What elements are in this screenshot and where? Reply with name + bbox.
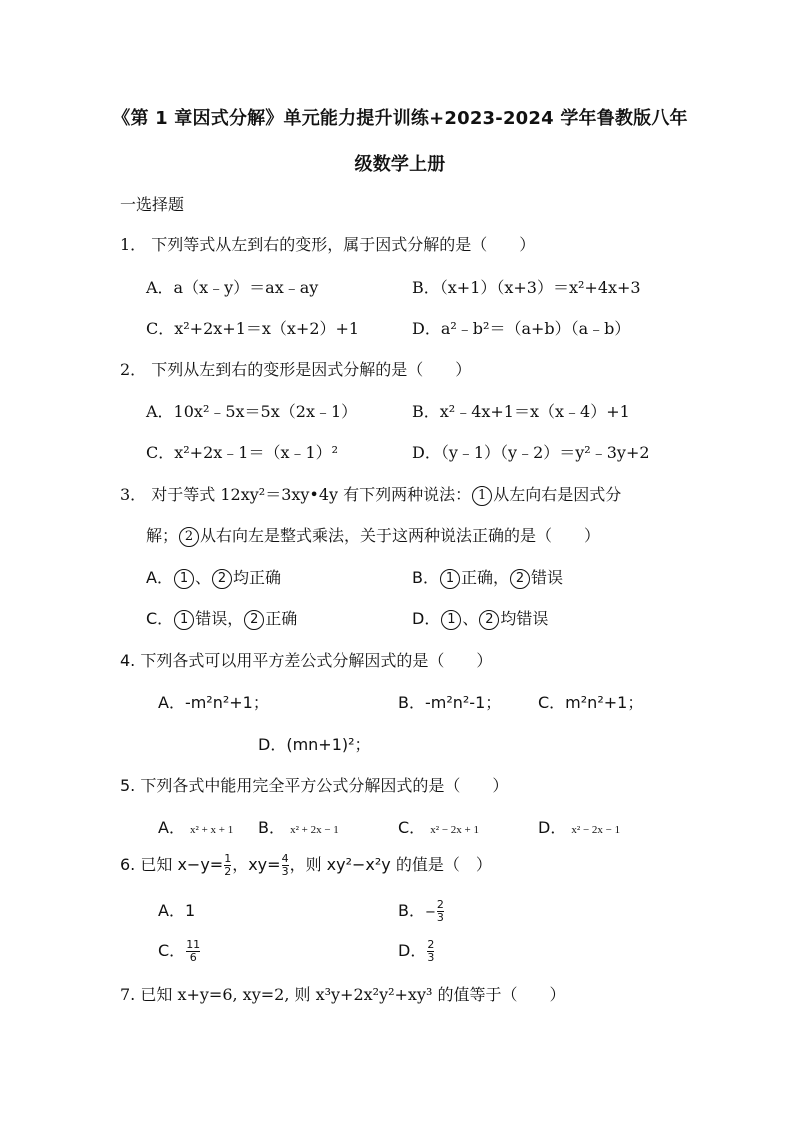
circled-number-2: 2 [510,569,530,589]
fraction [282,853,289,878]
option-separator: 、 [194,568,211,587]
minus-sign: − [424,905,436,920]
option-text: 正确 [265,609,298,628]
fraction-denominator: 6 [189,951,197,964]
option-label: B． [398,901,425,920]
option-label: B． [412,568,439,587]
fraction-numerator: 1 [224,852,232,865]
question-3-stem-line1 [120,482,621,506]
option-label: C． [398,818,426,837]
circled-number-2: 2 [244,610,264,630]
question-4-stem: 4. 下列各式可以用平方差公式分解因式的是（ ） [120,651,493,670]
option-expression: x² − 2x + 1 [430,824,479,836]
option-text: 均正确 [232,568,281,587]
q5-option-d [538,815,620,838]
circled-number-2: 2 [212,569,232,589]
q6-option-c [158,938,201,964]
option-label: B． [258,818,285,837]
fraction-numerator: 11 [186,938,201,951]
fraction [427,939,434,964]
q6-stem-text-a: 6. 已知 x−y= [120,855,224,874]
option-separator: 正确， [460,568,509,587]
q1-option-a: A．a（x﹣y）＝ax﹣ay [146,278,319,297]
q4-option-a: A．-m²n²+1； [158,693,269,712]
option-text: 错误 [531,568,564,587]
doc-title-line2: 级数学上册 [354,154,446,175]
question-2-stem: 2． 下列从左到右的变形是因式分解的是（ ） [120,360,472,379]
q3-stem-text-a: 3． 对于等式 12xy²＝3xy•4y 有下列两种说法： [120,485,472,504]
q3-stem-text-d: 从右向左是整式乘法，关于这两种说法正确的是（ ） [200,526,601,545]
option-label: D． [538,818,567,837]
option-label: C． [158,941,186,960]
circled-number-1: 1 [440,569,460,589]
q2-option-b: B．x²﹣4x+1＝x（x﹣4）+1 [412,402,630,421]
fraction-denominator: 3 [427,951,435,964]
option-label: A． [158,901,185,920]
option-separator: 、 [462,609,479,628]
option-label: A． [158,818,185,837]
q3-option-b [412,565,563,589]
option-label: D． [398,941,427,960]
option-expression: x² + x + 1 [190,824,234,836]
option-text: 均错误 [500,609,549,628]
option-label: A． [146,568,173,587]
q3-stem-text-b: 从左向右是因式分 [493,485,622,504]
q1-option-d: D．a²﹣b²＝（a+b）（a﹣b） [412,319,631,338]
q2-option-a: A．10x²﹣5x＝5x（2x﹣1） [146,402,358,421]
option-text: 1 [184,901,196,920]
q2-option-d: D．（y﹣1）（y﹣2）＝y²﹣3y+2 [412,443,650,462]
q6-stem-text-b: ，xy= [232,855,281,874]
q5-option-c [398,815,479,838]
q1-option-b: B．（x+1）（x+3）＝x²+4x+3 [412,278,641,297]
circled-number-2: 2 [179,527,199,547]
option-expression: x² + 2x − 1 [290,824,339,836]
question-5-stem: 5. 下列各式中能用完全平方公式分解因式的是（ ） [120,776,509,795]
question-6-stem [120,852,492,878]
q6-option-d [398,938,435,964]
q4-option-b: B．-m²n²-1； [398,693,502,712]
fraction-numerator: 4 [281,852,289,865]
q3-option-d [412,606,548,630]
fraction-denominator: 3 [436,911,444,924]
fraction-denominator: 3 [281,865,289,878]
option-label: C． [146,609,174,628]
option-separator: 错误， [195,609,244,628]
section-heading: 一选择题 [120,195,185,214]
q3-stem-text-c: 解； [146,526,179,545]
circled-number-1: 1 [472,486,492,506]
q3-option-a [146,565,281,589]
circled-number-1: 1 [174,569,194,589]
q3-option-c [146,606,297,630]
q4-option-c: C．m²n²+1； [538,693,644,712]
q4-option-d: D．(mn+1)²； [258,735,371,754]
option-expression: x² − 2x − 1 [571,824,621,836]
fraction-numerator: 2 [427,938,435,951]
circled-number-1: 1 [174,610,194,630]
fraction-denominator: 2 [224,865,232,878]
fraction [224,853,231,878]
fraction [437,899,444,924]
fraction [186,939,200,964]
q2-option-c: C．x²+2x﹣1＝（x﹣1）² [146,443,339,462]
fraction-numerator: 2 [436,898,444,911]
q6-stem-text-c: ，则 xy²−x²y 的值是（ ） [289,855,492,874]
question-3-stem-line2 [146,523,600,547]
doc-title-line1: 《第 1 章因式分解》单元能力提升训练+2023-2024 学年鲁教版八年 [112,108,688,129]
option-label: D． [412,609,441,628]
question-1-stem: 1． 下列等式从左到右的变形，属于因式分解的是（ ） [120,235,536,254]
q6-option-a [158,898,195,921]
circled-number-2: 2 [479,610,499,630]
question-7-stem: 7. 已知 x+y=6, xy=2, 则 x³y+2x²y²+xy³ 的值等于（ ） [120,985,566,1004]
q6-option-b [398,898,445,924]
q5-option-b [258,815,339,838]
q5-option-a [158,815,233,838]
circled-number-1: 1 [441,610,461,630]
q1-option-c: C．x²+2x+1＝x（x+2）+1 [146,319,360,338]
